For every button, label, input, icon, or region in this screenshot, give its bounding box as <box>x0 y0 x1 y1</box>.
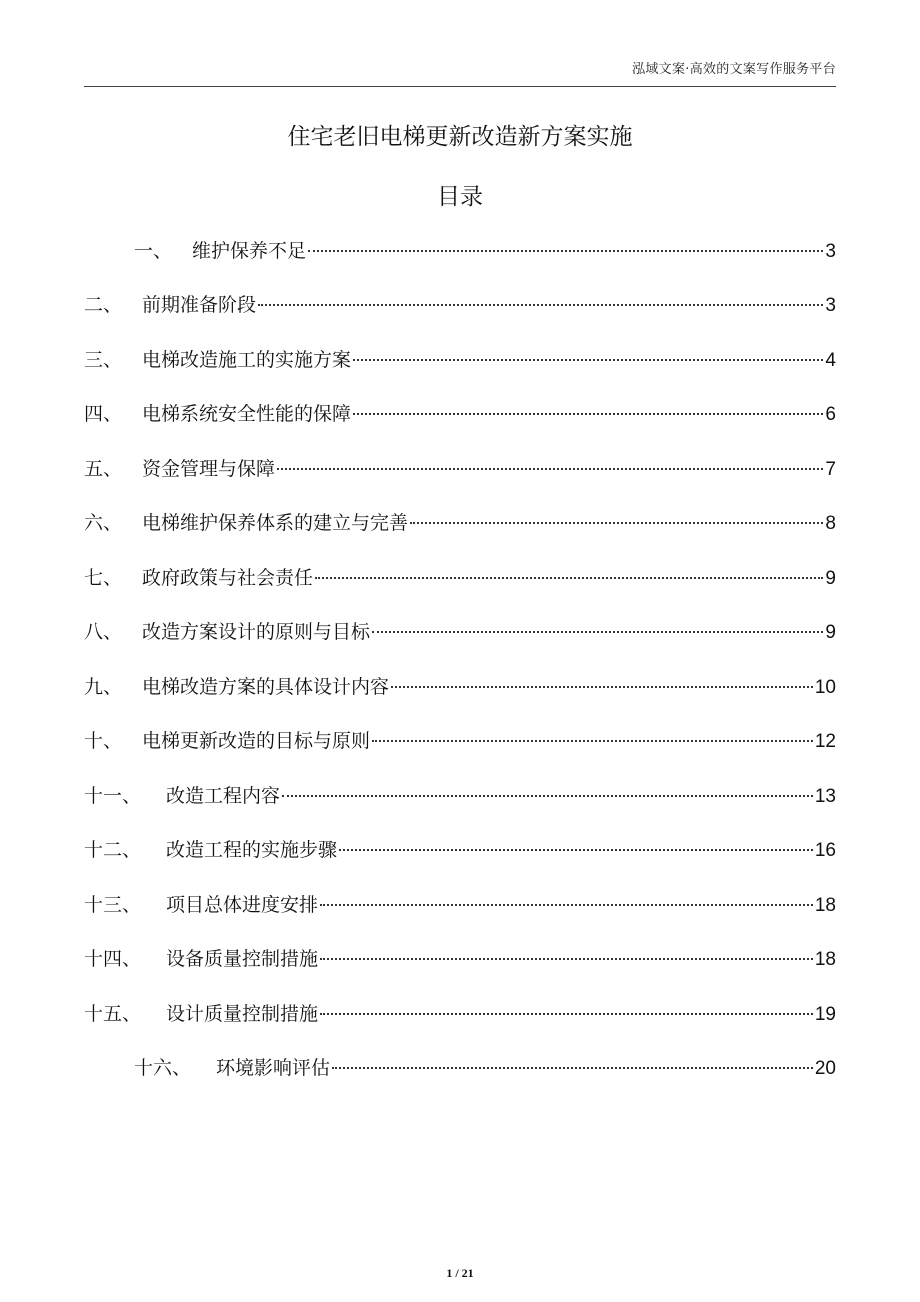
toc-entry-number: 六、 <box>84 512 123 534</box>
toc-entry-number: 二、 <box>84 294 123 316</box>
toc-entry-1[interactable] <box>134 236 836 266</box>
toc-entry-14[interactable] <box>84 944 836 974</box>
toc-entry-page: 9 <box>825 622 836 643</box>
toc-entry-title: 电梯维护保养体系的建立与完善 <box>142 512 409 534</box>
toc-entry-title: 电梯系统安全性能的保障 <box>142 403 352 425</box>
toc-leader-dots <box>308 250 823 252</box>
toc-entry-number: 十二、 <box>84 839 142 861</box>
toc-entry-page: 16 <box>814 840 836 861</box>
toc-entry-page: 9 <box>825 568 836 589</box>
toc-entry-page: 8 <box>825 513 836 534</box>
toc-entry-7[interactable] <box>84 563 836 593</box>
toc-entry-page: 13 <box>814 786 836 807</box>
toc-entry-number: 五、 <box>84 458 123 480</box>
toc-entry-title: 改造工程的实施步骤 <box>166 839 338 861</box>
toc-leader-dots <box>353 413 823 415</box>
toc-entry-page: 19 <box>814 1004 836 1025</box>
document-title: 住宅老旧电梯更新改造新方案实施 <box>287 124 633 150</box>
toc-leader-dots <box>315 577 823 579</box>
toc-entry-title: 政府政策与社会责任 <box>142 567 314 589</box>
page-header-text: 泓域文案·高效的文案写作服务平台 <box>632 62 836 77</box>
toc-entry-11[interactable] <box>84 781 836 811</box>
toc-entry-page: 10 <box>814 677 836 698</box>
toc-entry-5[interactable] <box>84 454 836 484</box>
toc-entry-title: 电梯改造施工的实施方案 <box>142 349 352 371</box>
toc-entry-title: 资金管理与保障 <box>142 458 276 480</box>
toc-heading: 目录 <box>437 184 483 210</box>
toc-entry-title: 设计质量控制措施 <box>166 1003 319 1025</box>
toc-entry-page: 12 <box>814 731 836 752</box>
toc-leader-dots <box>372 740 813 742</box>
page-number-indicator: 1 / 21 <box>446 1266 474 1280</box>
toc-entry-4[interactable] <box>84 399 836 429</box>
toc-leader-dots <box>282 795 813 797</box>
toc-entry-page: 7 <box>825 459 836 480</box>
toc-entry-number: 七、 <box>84 567 123 589</box>
toc-entry-2[interactable] <box>84 290 836 320</box>
toc-entry-number: 十六、 <box>134 1057 192 1079</box>
toc-entry-9[interactable] <box>84 672 836 702</box>
toc-entry-page: 20 <box>814 1058 836 1079</box>
toc-entry-title: 电梯更新改造的目标与原则 <box>142 730 371 752</box>
toc-entry-13[interactable] <box>84 890 836 920</box>
toc-entry-page: 4 <box>825 350 836 371</box>
toc-entry-10[interactable] <box>84 726 836 756</box>
toc-entry-16[interactable] <box>134 1053 836 1083</box>
toc-entry-number: 十、 <box>84 730 123 752</box>
toc-entry-number: 十五、 <box>84 1003 142 1025</box>
toc-leader-dots <box>320 904 813 906</box>
toc-entry-12[interactable] <box>84 835 836 865</box>
toc-leader-dots <box>332 1067 813 1069</box>
toc-entry-page: 3 <box>825 295 836 316</box>
toc-entry-page: 6 <box>825 404 836 425</box>
toc-entry-title: 项目总体进度安排 <box>166 894 319 916</box>
toc-entry-number: 四、 <box>84 403 123 425</box>
toc-entry-title: 环境影响评估 <box>216 1057 331 1079</box>
toc-entry-title: 电梯改造方案的具体设计内容 <box>142 676 390 698</box>
toc-entry-number: 八、 <box>84 621 123 643</box>
toc-entry-8[interactable] <box>84 617 836 647</box>
toc-leader-dots <box>391 686 813 688</box>
toc-entry-page: 18 <box>814 895 836 916</box>
header-divider <box>84 86 836 87</box>
toc-entry-number: 十一、 <box>84 785 142 807</box>
toc-entry-number: 十三、 <box>84 894 142 916</box>
toc-entry-number: 九、 <box>84 676 123 698</box>
toc-entry-number: 十四、 <box>84 948 142 970</box>
toc-entry-title: 维护保养不足 <box>192 240 307 262</box>
toc-leader-dots <box>258 304 823 306</box>
toc-entry-number: 一、 <box>134 240 173 262</box>
toc-leader-dots <box>372 631 823 633</box>
toc-leader-dots <box>339 849 813 851</box>
toc-leader-dots <box>320 958 813 960</box>
toc-entry-page: 18 <box>814 949 836 970</box>
toc-entry-page: 3 <box>825 241 836 262</box>
toc-entry-number: 三、 <box>84 349 123 371</box>
toc-entry-15[interactable] <box>84 999 836 1029</box>
toc-leader-dots <box>410 522 823 524</box>
toc-entry-title: 前期准备阶段 <box>142 294 257 316</box>
toc-leader-dots <box>277 468 823 470</box>
toc-entry-title: 改造工程内容 <box>166 785 281 807</box>
toc-leader-dots <box>353 359 823 361</box>
toc-entry-title: 设备质量控制措施 <box>166 948 319 970</box>
toc-entry-3[interactable] <box>84 345 836 375</box>
toc-entry-6[interactable] <box>84 508 836 538</box>
toc-entry-title: 改造方案设计的原则与目标 <box>142 621 371 643</box>
toc-leader-dots <box>320 1013 813 1015</box>
